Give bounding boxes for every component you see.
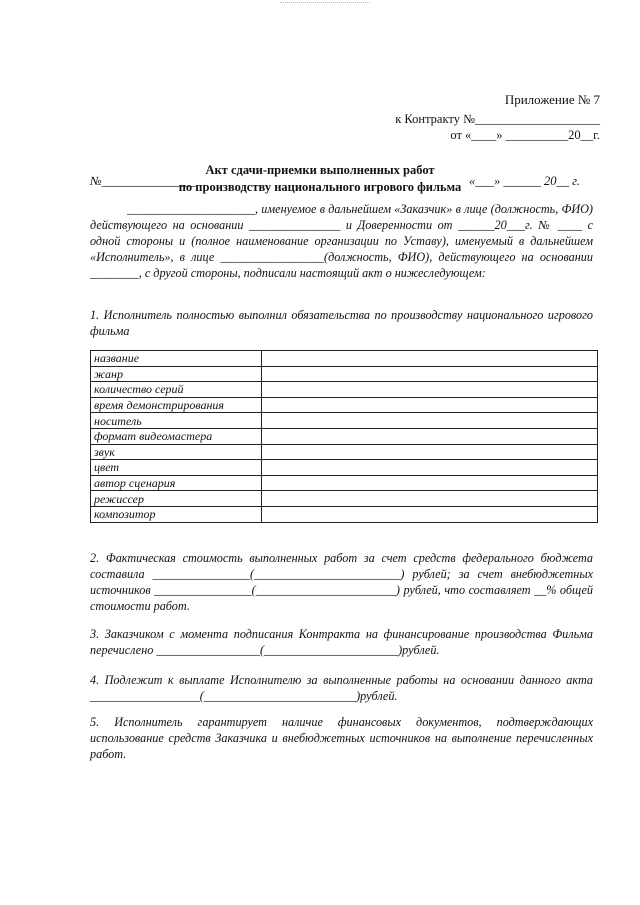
scan-edge-mark <box>280 2 370 3</box>
act-date: «___» ______ 20__ г. <box>469 174 580 188</box>
row-label: название <box>91 351 262 367</box>
row-value-cell <box>262 460 598 476</box>
table-row <box>91 397 598 413</box>
table-row <box>91 366 598 382</box>
row-label: количество серий <box>91 382 262 398</box>
row-label: носитель <box>91 413 262 429</box>
row-value-cell <box>262 351 598 367</box>
table-row <box>91 444 598 460</box>
intro-paragraph: _____________________, именуемое в дальнейшем «Заказчик» в лице (должность, ФИО) действующего на основании _______________ и Доверенности от ______20___г. № ____ с одной стороны и (полное наименование организации по Уставу), именуемый в дальнейшем «Исполнитель», в лице _________________(должность, ФИО), действующего на основании ________, с другой стороны, подписали настоящий акт о нижеследующем: <box>90 202 593 280</box>
contract-date: от «____» __________20__г. <box>450 128 600 142</box>
film-details-table <box>90 350 598 523</box>
row-value-cell <box>262 475 598 491</box>
row-value-cell <box>262 397 598 413</box>
section-2: 2. Фактическая стоимость выполненных работ за счет средств федерального бюджета составила ________________(________________________) рублей; за счет внебюджетных источников ________________(_______________________) рублей, что составляет __% общей стоимости работ. <box>90 551 593 613</box>
row-label: цвет <box>91 460 262 476</box>
row-value-cell <box>262 366 598 382</box>
row-label: композитор <box>91 506 262 522</box>
table-row <box>91 475 598 491</box>
row-label: жанр <box>91 366 262 382</box>
document-title-line1: Акт сдачи-приемки выполненных работ <box>205 163 435 177</box>
table-row <box>91 413 598 429</box>
row-value-cell <box>262 506 598 522</box>
table-row <box>91 351 598 367</box>
table-row <box>91 382 598 398</box>
section-4: 4. Подлежит к выплате Исполнителю за выполненные работы на основании данного акта __________________(_________________________)рублей. <box>90 673 593 703</box>
row-label: формат видеомастера <box>91 428 262 444</box>
table-row <box>91 428 598 444</box>
section-1: 1. Исполнитель полностью выполнил обязательства по производству национального игрового фильма <box>90 308 593 338</box>
row-value-cell <box>262 413 598 429</box>
table-row <box>91 506 598 522</box>
row-label: автор сценария <box>91 475 262 491</box>
section-3: 3. Заказчиком с момента подписания Контракта на финансирование производства Фильма перечислено _________________(______________________)рублей. <box>90 627 593 657</box>
row-label: режиссер <box>91 491 262 507</box>
document-title-line2: по производству национального игрового фильма <box>178 180 462 194</box>
appendix-label: Приложение № 7 <box>504 92 600 107</box>
act-number: №_______________ <box>90 174 196 188</box>
row-value-cell <box>262 382 598 398</box>
row-value-cell <box>262 444 598 460</box>
contract-reference: к Контракту №____________________ <box>395 112 600 126</box>
table-row <box>91 460 598 476</box>
section-5: 5. Исполнитель гарантирует наличие финансовых документов, подтверждающих использование средств Заказчика и внебюджетных источников на выполнение перечисленных работ. <box>90 715 593 761</box>
table-row <box>91 491 598 507</box>
row-label: звук <box>91 444 262 460</box>
row-value-cell <box>262 491 598 507</box>
row-value-cell <box>262 428 598 444</box>
row-label: время демонстрирования <box>91 397 262 413</box>
